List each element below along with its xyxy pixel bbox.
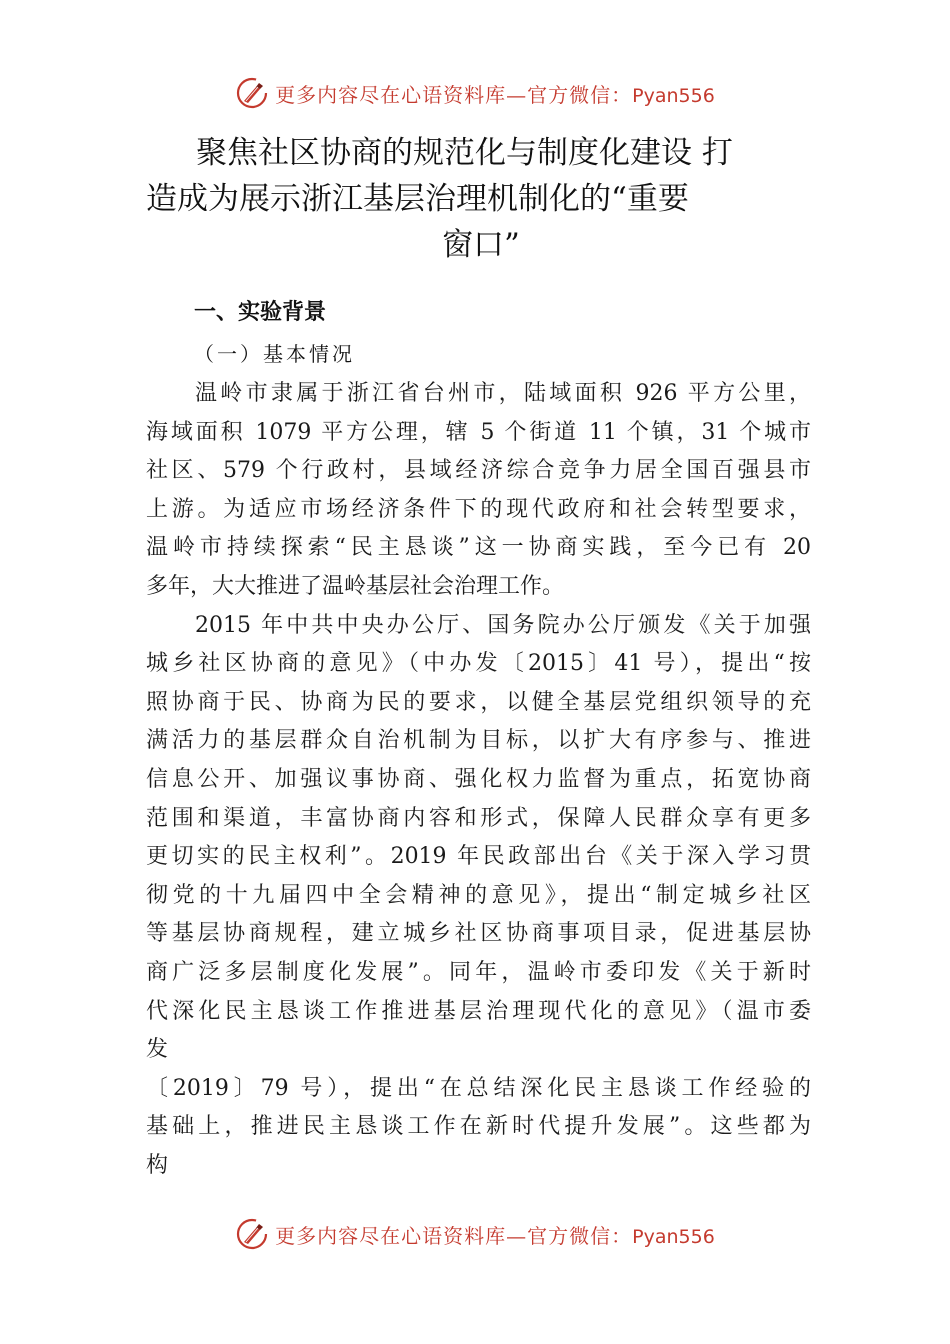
watermark-text: 更多内容尽在心语资料库—官方微信：Pyan556 (275, 82, 715, 107)
body-text (146, 375, 811, 1185)
text-line: 构 (146, 1152, 169, 1178)
footer-watermark (0, 1214, 950, 1254)
text-line: 满活力的基层群众自治机制为目标，以扩大有序参与、推进 (146, 728, 811, 754)
title-line: 造成为展示浙江基层治理机制化的“重要 (146, 181, 689, 217)
document-title (146, 130, 816, 268)
text-line: 代深化民主恳谈工作推进基层治理现代化的意见》（温市委 (146, 998, 811, 1024)
text-line: 信息公开、加强议事协商、强化权力监督为重点，拓宽协商 (146, 766, 811, 792)
text-line: 范围和渠道，丰富协商内容和形式，保障人民群众享有更多 (146, 805, 811, 831)
text-line: 照协商于民、协商为民的要求，以健全基层党组织领导的充 (146, 689, 811, 715)
subsection-heading: （一）基本情况 (194, 342, 355, 366)
text-line: 基础上，推进民主恳谈工作在新时代提升发展”。这些都为 (146, 1114, 811, 1140)
text-line: 多年，大大推进了温岭基层社会治理工作。 (146, 573, 565, 599)
text-line: 温岭市隶属于浙江省台州市，陆域面积 926 平方公里， (195, 381, 811, 406)
pen-nib-circle-icon (235, 76, 269, 110)
title-line: 窗口” (442, 227, 520, 263)
text-line: 商广泛多层制度化发展”。同年，温岭市委印发《关于新时 (146, 959, 811, 985)
text-line: 温岭市持续探索“民主恳谈”这一协商实践，至今已有 20 (146, 535, 811, 561)
text-line: 城乡社区协商的意见》（中办发〔2015〕41 号），提出“按 (146, 651, 811, 677)
text-line: 发 (146, 1037, 169, 1063)
text-line: 社区、579 个行政村，县域经济综合竞争力居全国百强县市 (146, 458, 811, 484)
text-line: 彻党的十九届四中全会精神的意见》，提出“制定城乡社区 (146, 882, 811, 908)
text-line: 海域面积 1079 平方公理，辖 5 个街道 11 个镇，31 个城市 (146, 419, 811, 445)
text-line: 上游。为适应市场经济条件下的现代政府和社会转型要求， (146, 496, 811, 522)
header-watermark (0, 73, 950, 113)
text-line: 等基层协商规程，建立城乡社区协商事项目录，促进基层协 (146, 921, 811, 947)
pen-nib-circle-icon (235, 1217, 269, 1251)
text-line: 更切实的民主权利”。2019 年民政部出台《关于深入学习贯 (146, 844, 811, 870)
text-line: 〔2019〕79 号），提出“在总结深化民主恳谈工作经验的 (146, 1075, 811, 1101)
section-heading: 一、实验背景 (194, 300, 327, 325)
text-line: 2015 年中共中央办公厅、国务院办公厅颁发《关于加强 (195, 612, 811, 638)
watermark-text: 更多内容尽在心语资料库—官方微信：Pyan556 (275, 1223, 715, 1248)
title-line: 聚焦社区协商的规范化与制度化建设 打 (196, 135, 733, 171)
